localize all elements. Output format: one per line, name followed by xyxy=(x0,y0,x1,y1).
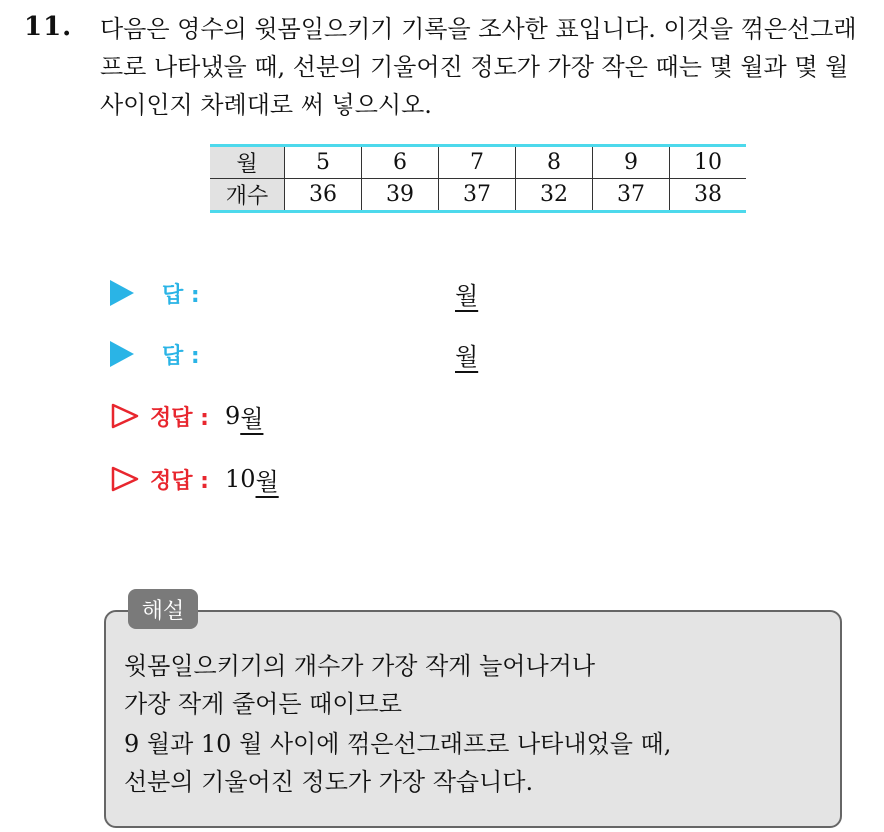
answer-row-1 xyxy=(110,273,200,313)
correct-answer-row-2 xyxy=(110,459,279,499)
answer-blank-1[interactable]: 월 xyxy=(455,282,479,310)
table-cell: 10 xyxy=(670,146,747,179)
answer-row-2 xyxy=(110,334,200,374)
table-cell: 8 xyxy=(516,146,593,179)
correct-answer-unit: 월 xyxy=(255,467,279,496)
table-header-month: 월 xyxy=(210,146,285,179)
table-cell: 7 xyxy=(439,146,516,179)
triangle-right-icon xyxy=(110,280,134,306)
explanation-line-4: 선분의 기울어진 정도가 가장 작습니다. xyxy=(124,768,534,796)
table-cell: 36 xyxy=(285,179,362,212)
data-table xyxy=(210,144,746,213)
correct-answer-label: 정답 : xyxy=(150,468,209,494)
triangle-outline-icon xyxy=(110,465,140,493)
correct-answer-value: 9 xyxy=(224,402,241,430)
table-cell: 5 xyxy=(285,146,362,179)
correct-answer-label: 정답 : xyxy=(150,405,209,431)
table-cell: 37 xyxy=(593,179,670,212)
table-cell: 39 xyxy=(362,179,439,212)
table-cell: 37 xyxy=(439,179,516,212)
answer-label: 답 : xyxy=(162,343,200,369)
question-text: 다음은 영수의 윗몸일으키기 기록을 조사한 표입니다. 이것을 꺾은선그래프로 나타냈을 때, 선분의 기울어진 정도가 가장 작은 때는 몇 월과 몇 월 사이인지 차례대로 써 넣으시오. xyxy=(100,15,857,119)
table-cell: 38 xyxy=(670,179,747,212)
correct-answer-value: 10 xyxy=(224,465,256,493)
answer-blank-2[interactable]: 월 xyxy=(455,343,479,371)
table-cell: 32 xyxy=(516,179,593,212)
table-cell: 6 xyxy=(362,146,439,179)
correct-answer-row-1 xyxy=(110,396,263,436)
explanation-tag: 해설 xyxy=(128,589,198,629)
triangle-right-icon xyxy=(110,341,134,367)
answer-label: 답 : xyxy=(162,282,200,308)
correct-answer-unit: 월 xyxy=(240,404,264,433)
table-cell: 9 xyxy=(593,146,670,179)
triangle-outline-icon xyxy=(110,402,140,430)
question-number: 11. xyxy=(24,12,73,42)
explanation-line-3: 9 월과 10 월 사이에 꺾은선그래프로 나타내었을 때, xyxy=(124,730,672,758)
table-header-count: 개수 xyxy=(210,179,285,212)
table-row-month xyxy=(210,146,746,179)
table-row-count xyxy=(210,179,746,212)
explanation-line-2: 가장 작게 줄어든 때이므로 xyxy=(124,690,402,718)
explanation-line-1: 윗몸일으키기의 개수가 가장 작게 늘어나거나 xyxy=(124,652,596,680)
